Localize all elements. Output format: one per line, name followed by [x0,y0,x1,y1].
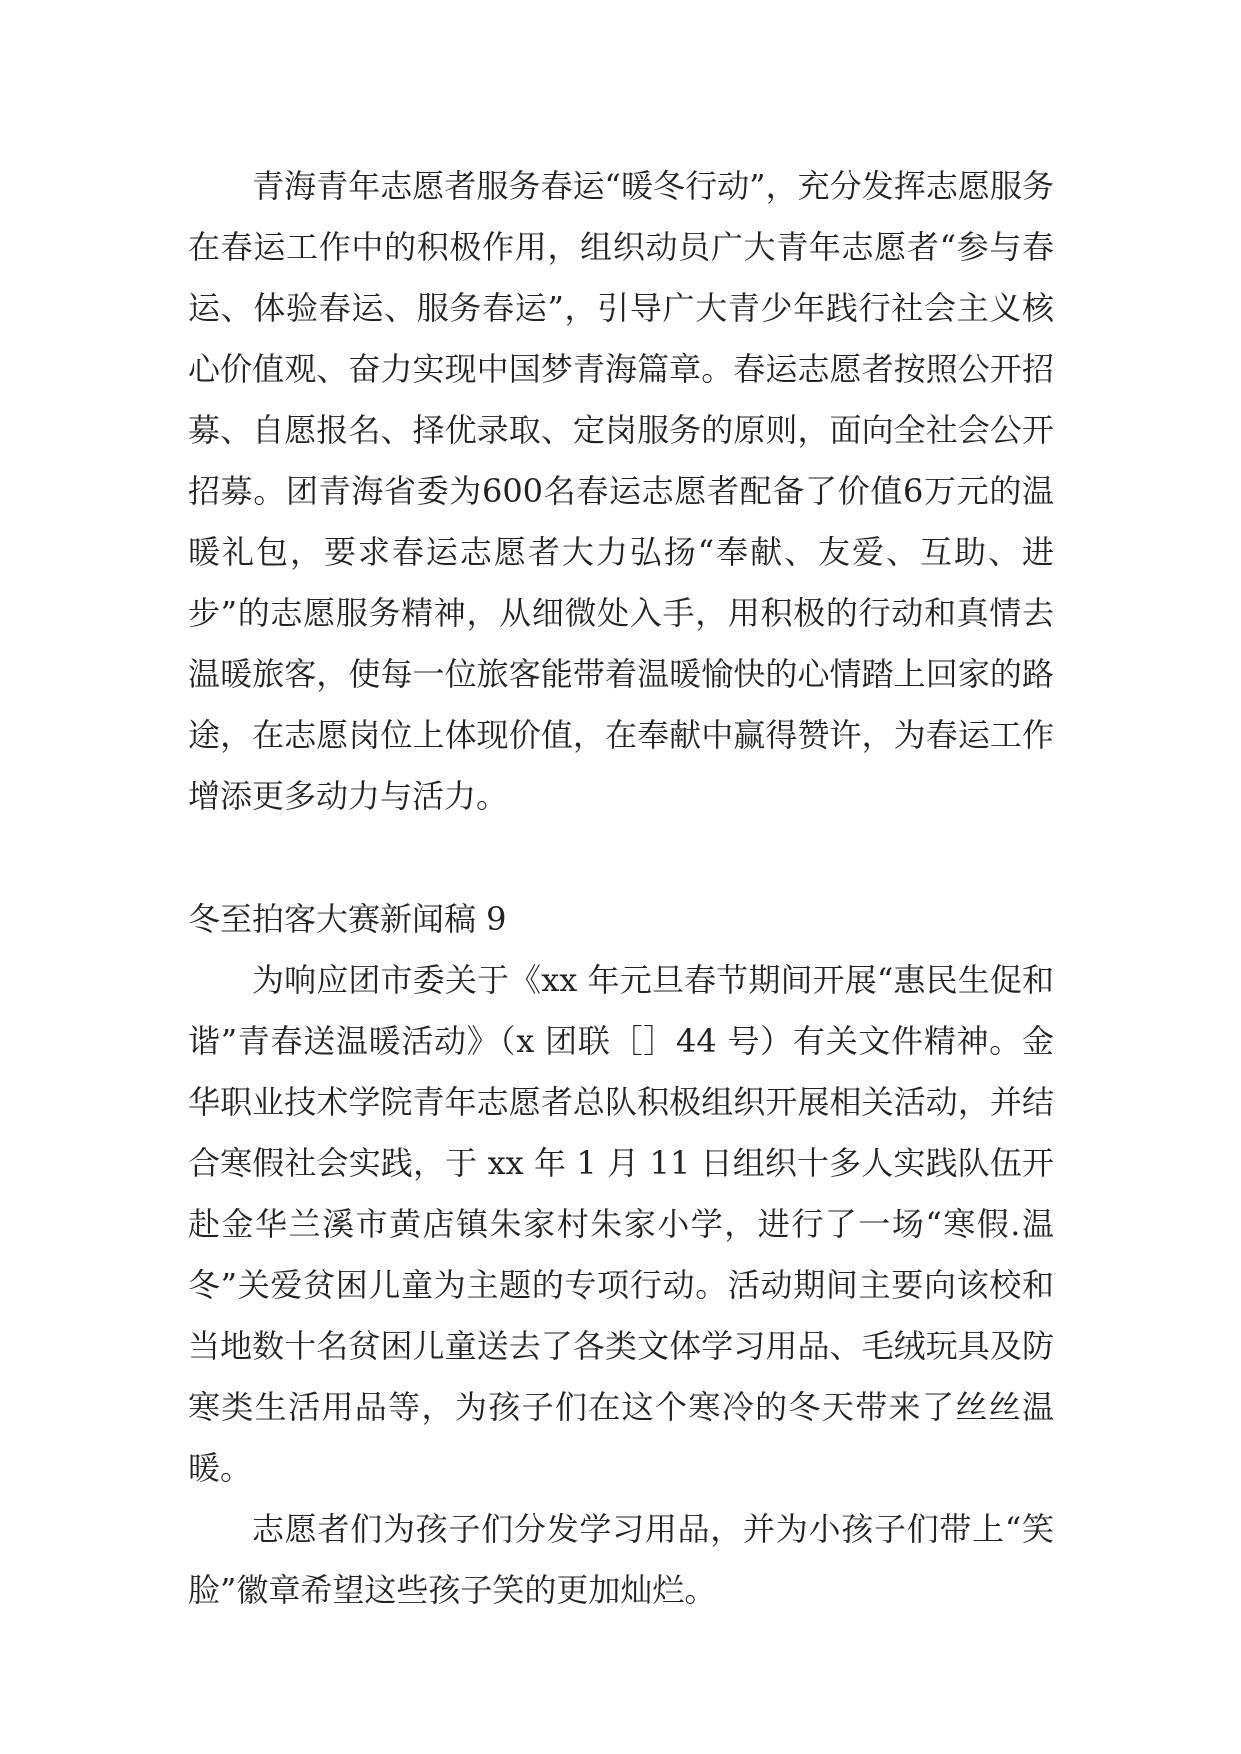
section-heading: 冬至拍客大赛新闻稿 9 [188,900,507,938]
paragraph-spring-transport-volunteers: 青海青年志愿者服务春运“暖冬行动”，充分发挥志愿服务在春运工作中的积极作用，组织动员广大青年志愿者“参与春运、体验春运、服务春运”，引导广大青少年践行社会主义核心价值观、奋力实现中国梦青海篇章。春运志愿者按照公开招募、自愿报名、择优录取、定岗服务的原则，面向全社会公开招募。团青海省委为600名春运志愿者配备了价值6万元的温暖礼包，要求春运志愿者大力弘扬“奉献、友爱、互助、进步”的志愿服务精神，从细微处入手，用积极的行动和真情去温暖旅客，使每一位旅客能带着温暖愉快的心情踏上回家的路途，在志愿岗位上体现价值，在奉献中赢得赞许，为春运工作增添更多动力与活力。 [188,167,1054,815]
section-spacer [188,827,1054,889]
paragraph-smiley-badges: 志愿者们为孩子们分发学习用品，并为小孩子们带上“笑脸”徽章希望这些孩子笑的更加灿烂。 [188,1510,1054,1609]
paragraph-winter-warmth-activity: 为响应团市委关于《xx 年元旦春节期间开展“惠民生促和谐”青春送温暖活动》（x 团联［］44 号）有关文件精神。金华职业技术学院青年志愿者总队积极组织开展相关活动，并结合寒假社会实践，于 xx 年 1 月 11 日组织十多人实践队伍开赴金华兰溪市黄店镇朱家村朱家小学，进行了一场“寒假.温冬”关爱贫困儿童为主题的专项行动。活动期间主要向该校和当地数十名贫困儿童送去了各类文体学习用品、毛绒玩具及防寒类生活用品等，为孩子们在这个寒冷的冬天带来了丝丝温暖。 [188,961,1054,1487]
document-body [188,156,1054,1621]
